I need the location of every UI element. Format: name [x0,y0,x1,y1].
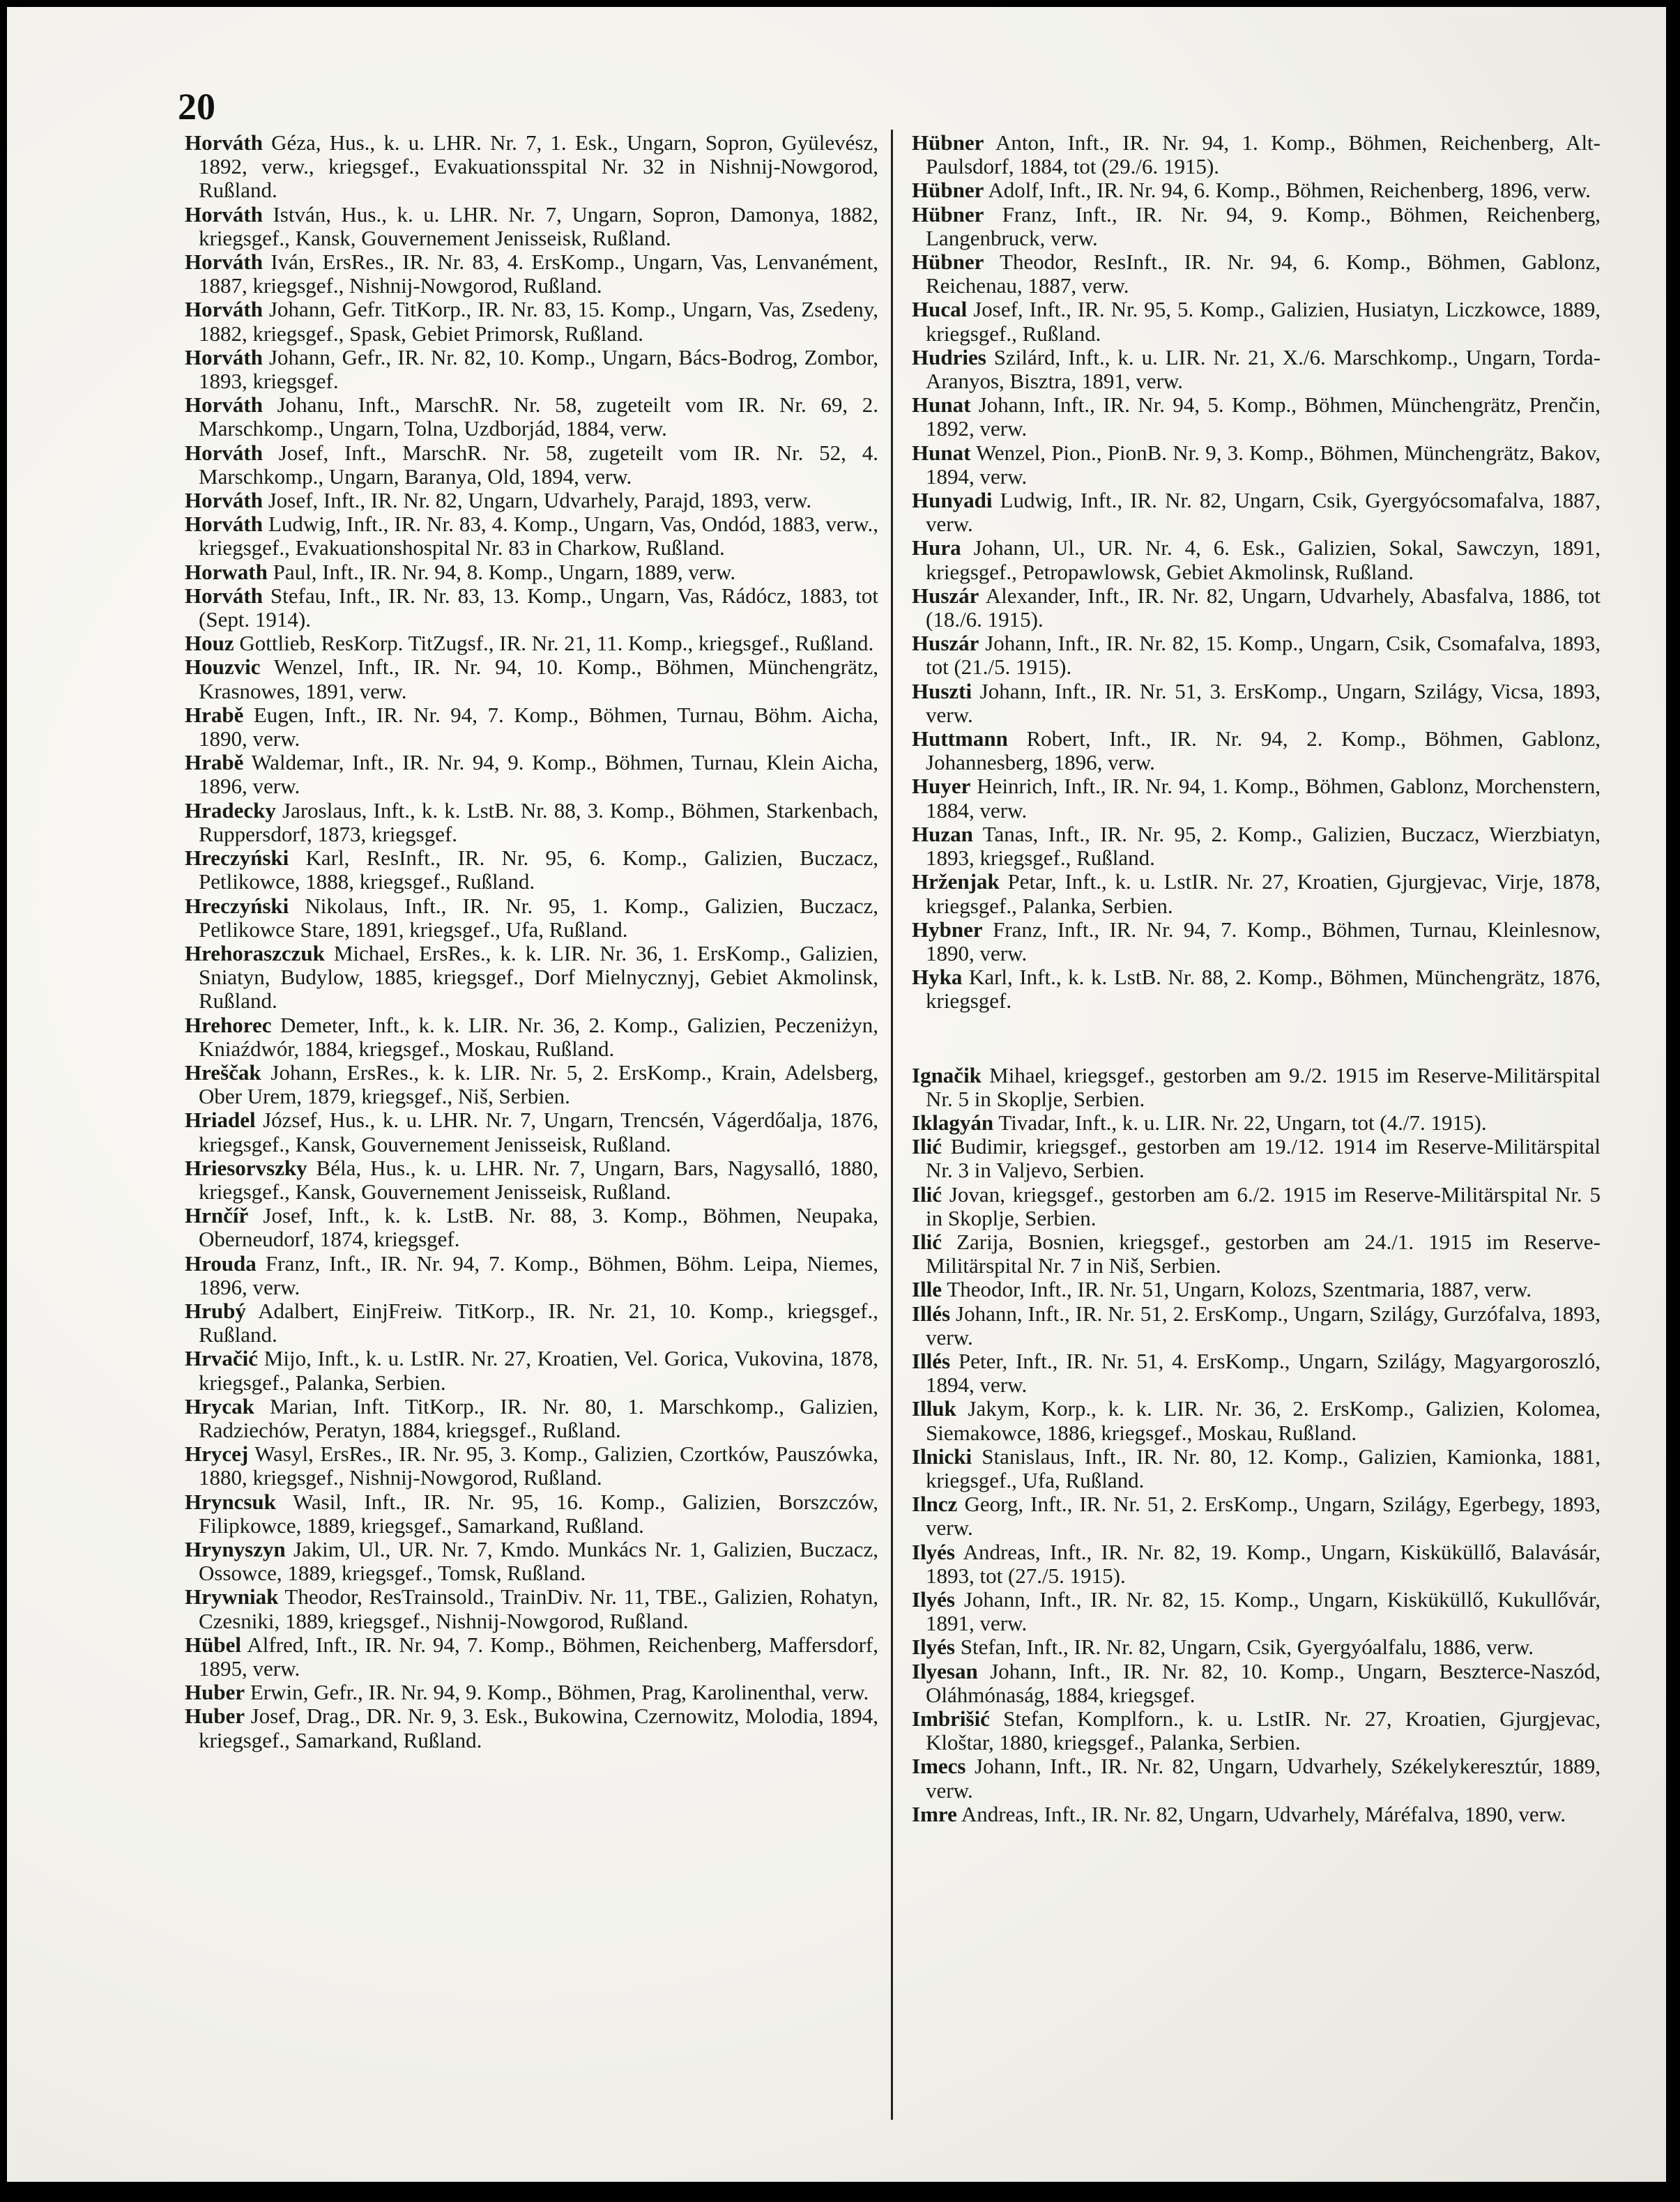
list-entry [185,799,878,846]
right-column [912,131,1601,1826]
list-entry [185,1108,878,1156]
list-entry [185,1442,878,1490]
list-entry [185,512,878,560]
entry-surname: Hrženjak [912,869,1000,894]
list-entry [912,1803,1601,1826]
list-entry [912,1183,1601,1230]
entry-surname: Hrabě [185,750,244,775]
entry-surname: Hrycej [185,1442,249,1467]
list-entry [912,1660,1601,1707]
entry-details: István, Hus., k. u. LHR. Nr. 7, Ungarn, Sopron, Damonya, 1882, kriegsgef., Kansk, Gouvernement Jenisseisk, Rußland. [199,201,878,250]
entry-details: Jakym, Korp., k. k. LIR. Nr. 36, 2. ErsKomp., Galizien, Kolomea, Siemakowce, 1886, kriegsgef., Moskau, Rußland. [926,1396,1601,1445]
entry-details: Theodor, Inft., IR. Nr. 51, Ungarn, Kolozs, Szentmaria, 1887, verw. [942,1277,1532,1302]
entry-details: Heinrich, Inft., IR. Nr. 94, 1. Komp., Böhmen, Gablonz, Morchenstern, 1884, verw. [926,774,1601,823]
entry-surname: Hunyadi [912,488,993,513]
list-entry [912,1754,1601,1802]
entry-surname: Hübner [912,130,984,155]
entry-surname: Hrehorec [185,1012,272,1037]
entry-details: Johann, Inft., IR. Nr. 82, 15. Komp., Ungarn, Kisküküllő, Kukullővár, 1891, verw. [926,1586,1601,1636]
entry-details: Johann, ErsRes., k. k. LIR. Nr. 5, 2. ErsKomp., Krain, Adelsberg, Ober Urem, 1879, kriegsgef., Niš, Serbien. [199,1060,878,1109]
entry-details: Josef, Inft., MarschR. Nr. 58, zugeteilt vom IR. Nr. 52, 4. Marschkomp., Ungarn, Baranya, Old, 1894, verw. [199,440,878,489]
list-entry [912,1302,1601,1350]
entry-details: Iván, ErsRes., IR. Nr. 83, 4. ErsKomp., Ungarn, Vas, Lenvanément, 1887, kriegsgef., Nishnij-Nowgorod, Rußland. [199,250,878,298]
entry-details: Budimir, kriegsgef., gestorben am 19./12. 1914 im Reserve-Militärspital Nr. 3 in Valjevo, Serbien. [926,1134,1601,1183]
list-entry [912,870,1601,917]
entry-details: Johann, Inft., IR. Nr. 82, 15. Komp., Ungarn, Csik, Csomafalva, 1893, tot (21./5. 1915). [926,631,1601,680]
page-number: 20 [178,86,215,128]
entry-surname: Horváth [185,250,263,275]
list-entry [185,1014,878,1061]
list-entry [185,131,878,203]
entry-details: Stefan, Komplforn., k. u. LstIR. Nr. 27, Kroatien, Gjurgjevac, Kloštar, 1880, kriegsgef., Palanka, Serbien. [926,1706,1601,1755]
entry-surname: Hudries [912,344,986,369]
entry-surname: Imre [912,1801,957,1826]
list-entry [185,1538,878,1585]
entry-details: Josef, Inft., k. k. LstB. Nr. 88, 3. Komp., Böhmen, Neupaka, Oberneudorf, 1874, kriegsgef. [199,1203,878,1252]
entry-details: Adolf, Inft., IR. Nr. 94, 6. Komp., Böhmen, Reichenberg, 1896, verw. [984,178,1591,203]
entry-surname: Hrywniak [185,1584,279,1610]
entry-surname: Ilyés [912,1635,955,1660]
entry-details: Theodor, ResInft., IR. Nr. 94, 6. Komp., Böhmen, Gablonz, Reichenau, 1887, verw. [926,250,1601,298]
entry-details: Franz, Inft., IR. Nr. 94, 7. Komp., Böhmen, Böhm. Leipa, Niemes, 1896, verw. [199,1251,878,1299]
entry-surname: Ille [912,1277,942,1302]
entry-details: Stefan, Inft., IR. Nr. 82, Ungarn, Csik, Gyergyóalfalu, 1886, verw. [955,1635,1534,1660]
list-entry [185,441,878,489]
entry-surname: Hrouda [185,1251,257,1276]
entry-surname: Hrehoraszczuk [185,940,325,965]
list-entry [185,655,878,703]
entry-details: Eugen, Inft., IR. Nr. 94, 7. Komp., Böhmen, Turnau, Böhm. Aicha, 1890, verw. [199,702,878,751]
entry-details: Stanislaus, Inft., IR. Nr. 80, 12. Komp., Galizien, Kamionka, 1881, kriegsgef., Ufa, Rußland. [926,1444,1601,1492]
entry-details: Johann, Inft., IR. Nr. 51, 3. ErsKomp., Ungarn, Szilágy, Vicsa, 1893, verw. [926,678,1601,727]
entry-surname: Hreczyński [185,846,289,871]
entry-surname: Huszár [912,631,979,656]
entry-details: Johann, Inft., IR. Nr. 51, 2. ErsKomp., Ungarn, Szilágy, Gurzófalva, 1893, verw. [926,1301,1601,1350]
entry-details: Josef, Inft., IR. Nr. 95, 5. Komp., Galizien, Husiatyn, Liczkowce, 1889, kriegsgef., Rußland. [926,297,1601,346]
list-entry [185,1299,878,1347]
entry-surname: Huszár [912,583,979,608]
list-entry [912,1064,1601,1111]
entry-surname: Hübel [185,1632,241,1657]
list-entry [185,632,878,655]
list-entry [912,632,1601,679]
entry-surname: Ilić [912,1229,942,1254]
entry-details: Ludwig, Inft., IR. Nr. 83, 4. Komp., Ungarn, Vas, Ondód, 1883, verw., kriegsgef., Evakuationshospital Nr. 83 in Charkow, Rußland. [199,512,878,560]
entry-details: Anton, Inft., IR. Nr. 94, 1. Komp., Böhmen, Reichenberg, Alt-Paulsdorf, 1884, tot (29./6. 1915). [926,130,1601,179]
list-entry [185,560,878,584]
list-entry [912,965,1601,1013]
entry-surname: Imecs [912,1754,966,1779]
list-entry [912,1492,1601,1540]
entry-details: Johann, Inft., IR. Nr. 94, 5. Komp., Böhmen, Münchengrätz, Prenčin, 1892, verw. [926,392,1601,441]
list-entry [912,774,1601,822]
entry-details: Béla, Hus., k. u. LHR. Nr. 7, Ungarn, Bars, Nagysalló, 1880, kriegsgef., Kansk, Gouvernement Jenisseisk, Rußland. [199,1155,878,1204]
list-entry [912,1707,1601,1754]
entry-details: Tanas, Inft., IR. Nr. 95, 2. Komp., Galizien, Buczacz, Wierzbiatyn, 1893, kriegsgef., Rußland. [926,821,1601,871]
entry-details: Theodor, ResTrainsold., TrainDiv. Nr. 11, TBE., Galizien, Rohatyn, Czesniki, 1889, kriegsgef., Nishnij-Nowgorod, Rußland. [199,1584,878,1633]
list-entry [185,1347,878,1394]
list-entry [912,536,1601,583]
list-entry [185,298,878,345]
entry-details: Adalbert, EinjFreiw. TitKorp., IR. Nr. 21, 10. Komp., kriegsgef., Rußland. [199,1298,878,1347]
list-entry [912,441,1601,489]
list-entry [912,346,1601,393]
list-entry [912,489,1601,536]
entry-surname: Horváth [185,130,263,155]
entry-details: Géza, Hus., k. u. LHR. Nr. 7, 1. Esk., Ungarn, Sopron, Gyülevész, 1892, verw., kriegsgef., Evakuationsspital Nr. 32 in Nishnij-Nowgorod, Rußland. [199,130,878,203]
entry-surname: Hriesorvszky [185,1155,307,1180]
entry-details: Gottlieb, ResKorp. TitZugsf., IR. Nr. 21, 11. Komp., kriegsgef., Rußland. [234,631,874,656]
entry-details: Alexander, Inft., IR. Nr. 82, Ungarn, Udvarhely, Abasfalva, 1886, tot (18./6. 1915). [926,583,1601,632]
entry-details: Johanu, Inft., MarschR. Nr. 58, zugeteilt vom IR. Nr. 69, 2. Marschkomp., Ungarn, Tolna, Uzdborjád, 1884, verw. [199,392,878,441]
entry-surname: Horwath [185,559,268,584]
entry-surname: Ilyés [912,1586,955,1612]
entry-surname: Hybner [912,917,983,942]
entry-surname: Hryncsuk [185,1489,276,1514]
entry-surname: Huttmann [912,726,1008,751]
entry-surname: Horváth [185,344,263,369]
list-entry [912,1635,1601,1659]
entry-details: József, Hus., k. u. LHR. Nr. 7, Ungarn, Trencsén, Vágerdőalja, 1876, kriegsgef., Kansk, Gouvernement Jenisseisk, Rußland. [199,1108,878,1156]
list-entry [912,1350,1601,1397]
entry-details: Waldemar, Inft., IR. Nr. 94, 9. Komp., Böhmen, Turnau, Klein Aicha, 1896, verw. [199,750,878,799]
entry-surname: Hrnčíř [185,1203,249,1228]
entry-surname: Hunat [912,440,971,465]
entry-details: Johann, Gefr. TitKorp., IR. Nr. 83, 15. Komp., Ungarn, Vas, Zsedeny, 1882, kriegsgef., Spask, Gebiet Primorsk, Rußland. [199,297,878,346]
entry-surname: Hübner [912,250,984,275]
list-entry [912,203,1601,250]
entry-surname: Huber [185,1680,245,1705]
entry-surname: Hrycak [185,1393,254,1419]
list-entry [185,1252,878,1299]
entry-surname: Hrynyszyn [185,1536,286,1561]
list-entry [912,178,1601,202]
entry-details: Andreas, Inft., IR. Nr. 82, Ungarn, Udvarhely, Máréfalva, 1890, verw. [956,1801,1566,1826]
entry-details: Jakim, Ul., UR. Nr. 7, Kmdo. Munkács Nr. 1, Galizien, Buczacz, Ossowce, 1889, kriegsgef., Tomsk, Rußland. [199,1536,878,1586]
list-entry [185,1633,878,1681]
entry-surname: Hucal [912,297,968,322]
entry-surname: Horváth [185,392,263,418]
entry-details: Petar, Inft., k. u. LstIR. Nr. 27, Kroatien, Gjurgjevac, Virje, 1878, kriegsgef., Palanka, Serbien. [926,869,1601,918]
list-entry [912,1278,1601,1301]
entry-details: Karl, ResInft., IR. Nr. 95, 6. Komp., Galizien, Buczacz, Petlikowce, 1888, kriegsgef., Rußland. [199,846,878,894]
entry-details: Franz, Inft., IR. Nr. 94, 9. Komp., Böhmen, Reichenberg, Langenbruck, verw. [926,201,1601,250]
list-entry [185,1704,878,1752]
entry-surname: Hradecky [185,797,276,823]
entry-surname: Iklagyán [912,1110,994,1135]
entry-details: Szilárd, Inft., k. u. LIR. Nr. 21, X./6. Marschkomp., Ungarn, Torda-Aranyos, Bisztra, 1891, verw. [926,344,1601,394]
list-entry [185,250,878,298]
entry-details: Paul, Inft., IR. Nr. 94, 8. Komp., Ungarn, 1889, verw. [267,559,736,584]
entry-details: Andreas, Inft., IR. Nr. 82, 19. Komp., Ungarn, Kisküküllő, Balavásár, 1893, tot (27./5. 1915). [926,1539,1601,1588]
entry-details: Peter, Inft., IR. Nr. 51, 4. ErsKomp., Ungarn, Szilágy, Magyargoroszló, 1894, verw. [926,1348,1601,1398]
entry-details: Zarija, Bosnien, kriegsgef., gestorben am 24./1. 1915 im Reserve-Militärspital Nr. 7 in Niš, Serbien. [926,1229,1601,1278]
entry-surname: Hübner [912,178,984,203]
entry-surname: Hyka [912,965,963,990]
entry-details: Alfred, Inft., IR. Nr. 94, 7. Komp., Böhmen, Reichenberg, Maffersdorf, 1895, verw. [199,1632,878,1681]
entry-surname: Ilić [912,1134,942,1159]
entry-details: Jovan, kriegsgef., gestorben am 6./2. 1915 im Reserve-Militärspital Nr. 5 in Skoplje, Serbien. [926,1182,1601,1230]
entry-details: Mihael, kriegsgef., gestorben am 9./2. 1915 im Reserve-Militärspital Nr. 5 in Skoplje, Serbien. [926,1062,1601,1111]
entry-surname: Hunat [912,392,971,418]
entry-details: Wenzel, Inft., IR. Nr. 94, 10. Komp., Böhmen, Münchengrätz, Krasnowes, 1891, verw. [199,655,878,703]
entry-surname: Huyer [912,774,971,799]
entry-surname: Hreczyński [185,893,289,918]
entry-details: Mijo, Inft., k. u. LstIR. Nr. 27, Kroatien, Vel. Gorica, Vukovina, 1878, kriegsgef., Palanka, Serbien. [199,1346,878,1395]
list-entry [912,727,1601,774]
list-entry [185,1204,878,1251]
list-entry [185,1490,878,1538]
list-entry [912,584,1601,632]
list-entry [185,1585,878,1633]
section-gap [912,1014,1601,1064]
list-entry [912,1588,1601,1635]
list-entry [185,1395,878,1442]
entry-surname: Horváth [185,512,263,537]
list-entry [185,894,878,942]
list-entry [912,250,1601,298]
entry-surname: Illés [912,1348,951,1373]
entry-surname: Huzan [912,821,973,846]
entry-surname: Illés [912,1301,951,1326]
entry-surname: Illuk [912,1396,956,1421]
entry-surname: Hura [912,535,961,560]
entry-surname: Horváth [185,440,263,465]
entry-details: Michael, ErsRes., k. k. LIR. Nr. 36, 1. ErsKomp., Galizien, Sniatyn, Budylow, 1885, kriegsgef., Dorf Mielnycznyj, Gebiet Akmolinsk, Rußland. [199,940,878,1014]
list-entry [912,1540,1601,1588]
entry-details: Franz, Inft., IR. Nr. 94, 7. Komp., Böhmen, Turnau, Kleinlesnow, 1890, verw. [926,917,1601,965]
entry-details: Karl, Inft., k. k. LstB. Nr. 88, 2. Komp., Böhmen, Münchengrätz, 1876, kriegsgef. [926,965,1601,1014]
entry-surname: Horváth [185,488,263,513]
list-entry [185,1156,878,1204]
entry-surname: Ilyesan [912,1658,978,1683]
entry-surname: Ilić [912,1182,942,1207]
column-divider [891,130,893,2120]
entry-details: Johann, Inft., IR. Nr. 82, 10. Komp., Ungarn, Beszterce-Naszód, Oláhmónaság, 1884, kriegsgef. [926,1658,1601,1707]
entry-surname: Ilncz [912,1492,958,1517]
list-entry [912,1397,1601,1444]
list-entry [912,1111,1601,1135]
entry-surname: Houzvic [185,655,261,680]
list-entry [912,1445,1601,1492]
list-entry [185,489,878,512]
list-entry [185,1681,878,1704]
entry-surname: Houz [185,631,234,656]
entry-details: Stefau, Inft., IR. Nr. 83, 13. Komp., Ungarn, Vas, Rádócz, 1883, tot (Sept. 1914). [199,583,878,632]
entry-details: Nikolaus, Inft., IR. Nr. 95, 1. Komp., Galizien, Buczacz, Petlikowce Stare, 1891, kriegsgef., Ufa, Rußland. [199,893,878,942]
right-column-group-i [912,1064,1601,1827]
entry-details: Johann, Inft., IR. Nr. 82, Ungarn, Udvarhely, Székelykeresztúr, 1889, verw. [926,1754,1601,1803]
entry-details: Josef, Inft., IR. Nr. 82, Ungarn, Udvarhely, Parajd, 1893, verw. [262,488,812,513]
entry-surname: Horváth [185,201,263,227]
right-column-group-h [912,131,1601,1014]
entry-surname: Ignačik [912,1062,982,1087]
list-entry [912,393,1601,441]
entry-surname: Huber [185,1704,245,1729]
entry-surname: Horváth [185,297,263,322]
list-entry [912,1135,1601,1182]
list-entry [912,918,1601,965]
entry-surname: Horváth [185,583,263,608]
entry-details: Georg, Inft., IR. Nr. 51, 2. ErsKomp., Ungarn, Szilágy, Egerbegy, 1893, verw. [926,1492,1601,1540]
list-entry [912,131,1601,178]
entry-details: Johann, Ul., UR. Nr. 4, 6. Esk., Galizien, Sokal, Sawczyn, 1891, kriegsgef., Petropawlowsk, Gebiet Akmolinsk, Rußland. [926,535,1601,584]
list-entry [912,823,1601,870]
list-entry [185,203,878,250]
entry-surname: Ilnicki [912,1444,972,1469]
list-entry [185,846,878,894]
entry-details: Marian, Inft. TitKorp., IR. Nr. 80, 1. Marschkomp., Galizien, Radziechów, Peratyn, 1884, kriegsgef., Rußland. [199,1393,878,1442]
list-entry [185,942,878,1014]
entry-surname: Imbrišić [912,1706,990,1731]
entry-details: Ludwig, Inft., IR. Nr. 82, Ungarn, Csik, Gyergyócsomafalva, 1887, verw. [926,488,1601,537]
entry-surname: Hreščak [185,1060,261,1085]
list-entry [185,393,878,441]
list-entry [912,1230,1601,1278]
entry-details: Erwin, Gefr., IR. Nr. 94, 9. Komp., Böhmen, Prag, Karolinenthal, verw. [245,1680,869,1705]
document-page [7,7,1666,2182]
entry-details: Josef, Drag., DR. Nr. 9, 3. Esk., Bukowina, Czernowitz, Molodia, 1894, kriegsgef., Samarkand, Rußland. [199,1704,878,1752]
list-entry [912,680,1601,727]
list-entry [185,751,878,798]
entry-details: Jaroslaus, Inft., k. k. LstB. Nr. 88, 3. Komp., Böhmen, Starkenbach, Ruppersdorf, 1873, kriegsgef. [199,797,878,846]
entry-surname: Hrubý [185,1298,246,1323]
entry-details: Tivadar, Inft., k. u. LIR. Nr. 22, Ungarn, tot (4./7. 1915). [993,1110,1487,1135]
list-entry [185,346,878,393]
entry-surname: Hübner [912,201,984,227]
entry-surname: Ilyés [912,1539,955,1564]
list-entry [185,584,878,632]
entry-surname: Hrvačić [185,1346,259,1371]
left-column [185,131,878,1752]
entry-details: Demeter, Inft., k. k. LIR. Nr. 36, 2. Komp., Galizien, Peczeniżyn, Kniaźdwór, 1884, kriegsgef., Moskau, Rußland. [199,1012,878,1061]
entry-details: Robert, Inft., IR. Nr. 94, 2. Komp., Böhmen, Gablonz, Johannesberg, 1896, verw. [926,726,1601,775]
entry-surname: Hriadel [185,1108,256,1133]
entry-details: Wasil, Inft., IR. Nr. 95, 16. Komp., Galizien, Borszczów, Filipkowce, 1889, kriegsgef., Samarkand, Rußland. [199,1489,878,1538]
entry-details: Wenzel, Pion., PionB. Nr. 9, 3. Komp., Böhmen, Münchengrätz, Bakov, 1894, verw. [926,440,1601,489]
entry-details: Wasyl, ErsRes., IR. Nr. 95, 3. Komp., Galizien, Czortków, Pauszówka, 1880, kriegsgef., Nishnij-Nowgorod, Rußland. [199,1442,878,1490]
entry-details: Johann, Gefr., IR. Nr. 82, 10. Komp., Ungarn, Bács-Bodrog, Zombor, 1893, kriegsgef. [199,344,878,394]
entry-surname: Huszti [912,678,972,703]
list-entry [912,298,1601,345]
entry-surname: Hrabě [185,702,244,727]
list-entry [185,1061,878,1108]
list-entry [185,703,878,751]
